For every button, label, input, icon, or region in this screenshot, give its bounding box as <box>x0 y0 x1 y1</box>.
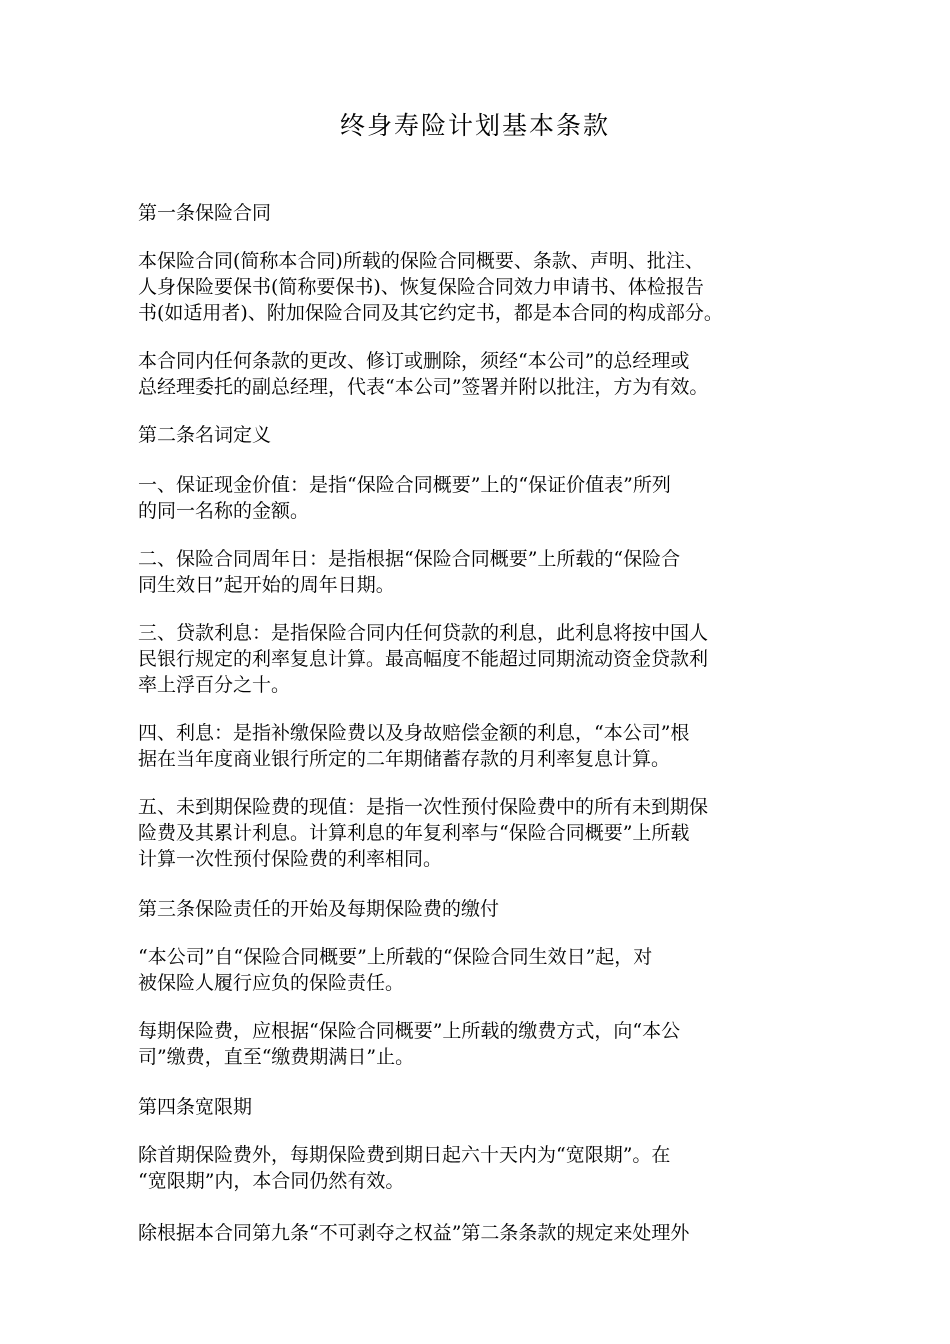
definition-present-value <box>138 794 818 872</box>
document-title: 终身寿险计划基本条款 <box>339 111 610 140</box>
heading-text: 第三条保险责任的开始及每期保险费的缴付 <box>138 898 500 920</box>
paragraph-line: 率上浮百分之十。 <box>138 674 291 696</box>
paragraph-line: 计算一次性预付保险费的利率相同。 <box>138 848 443 870</box>
paragraph-grace-period <box>138 1142 818 1194</box>
paragraph-contract-composition <box>138 248 818 326</box>
paragraph-line: 本合同内任何条款的更改、修订或删除，须经“本公司”的总经理或 <box>138 350 690 372</box>
paragraph-line: “宽限期”内，本合同仍然有效。 <box>138 1170 405 1192</box>
paragraph-line: 总经理委托的副总经理，代表“本公司”签署并附以批注，方为有效。 <box>138 376 709 398</box>
article-heading-4 <box>138 1094 818 1120</box>
paragraph-line: 一、保证现金价值：是指“保险合同概要”上的“保证价值表”所列 <box>138 474 671 496</box>
paragraph-line: 司”缴费，直至“缴费期满日”止。 <box>138 1046 415 1068</box>
article-heading-1 <box>138 200 818 226</box>
paragraph-line: 书(如适用者)、附加保险合同及其它约定书，都是本合同的构成部分。 <box>138 302 723 324</box>
paragraph-line: 人身保险要保书(简称要保书)、恢复保险合同效力申请书、体检报告 <box>138 276 704 298</box>
paragraph-line: 二、保险合同周年日：是指根据“保险合同概要”上所载的“保险合 <box>138 548 681 570</box>
article-heading-3 <box>138 896 818 922</box>
paragraph-line: 据在当年度商业银行所定的二年期储蓄存款的月利率复息计算。 <box>138 748 671 770</box>
definition-interest <box>138 720 818 772</box>
paragraph-line: 同生效日”起开始的周年日期。 <box>138 574 395 596</box>
paragraph-line: 三、贷款利息：是指保险合同内任何贷款的利息，此利息将按中国人 <box>138 622 709 644</box>
paragraph-premium-payment <box>138 1018 818 1070</box>
definition-cash-value <box>138 472 818 524</box>
definition-loan-interest <box>138 620 818 698</box>
paragraph-line: 险费及其累计利息。计算利息的年复利率与“保险合同概要”上所载 <box>138 822 690 844</box>
paragraph-line: 四、利息：是指补缴保险费以及身故赔偿金额的利息，“本公司”根 <box>138 722 690 744</box>
paragraph-contract-amendment <box>138 348 818 400</box>
paragraph-line: 每期保险费，应根据“保险合同概要”上所载的缴费方式，向“本公 <box>138 1020 681 1042</box>
paragraph-line: 除根据本合同第九条“不可剥夺之权益”第二条条款的规定来处理外 <box>138 1222 690 1244</box>
paragraph-line: 民银行规定的利率复息计算。最高幅度不能超过同期流动资金贷款利 <box>138 648 709 670</box>
paragraph-nonforfeiture <box>138 1220 818 1246</box>
heading-text: 第四条宽限期 <box>138 1096 253 1118</box>
paragraph-line: 被保险人履行应负的保险责任。 <box>138 972 405 994</box>
heading-text: 第一条保险合同 <box>138 202 272 224</box>
definition-anniversary <box>138 546 818 598</box>
paragraph-line: 除首期保险费外，每期保险费到期日起六十天内为“宽限期”。在 <box>138 1144 671 1166</box>
paragraph-line: 本保险合同(简称本合同)所载的保险合同概要、条款、声明、批注、 <box>138 250 704 272</box>
paragraph-liability-start <box>138 944 818 996</box>
paragraph-line: 五、未到期保险费的现值：是指一次性预付保险费中的所有未到期保 <box>138 796 709 818</box>
paragraph-line: “本公司”自“保险合同概要”上所载的“保险合同生效日”起，对 <box>138 946 653 968</box>
article-heading-2 <box>138 422 818 448</box>
heading-text: 第二条名词定义 <box>138 424 272 446</box>
paragraph-line: 的同一名称的金额。 <box>138 500 310 522</box>
